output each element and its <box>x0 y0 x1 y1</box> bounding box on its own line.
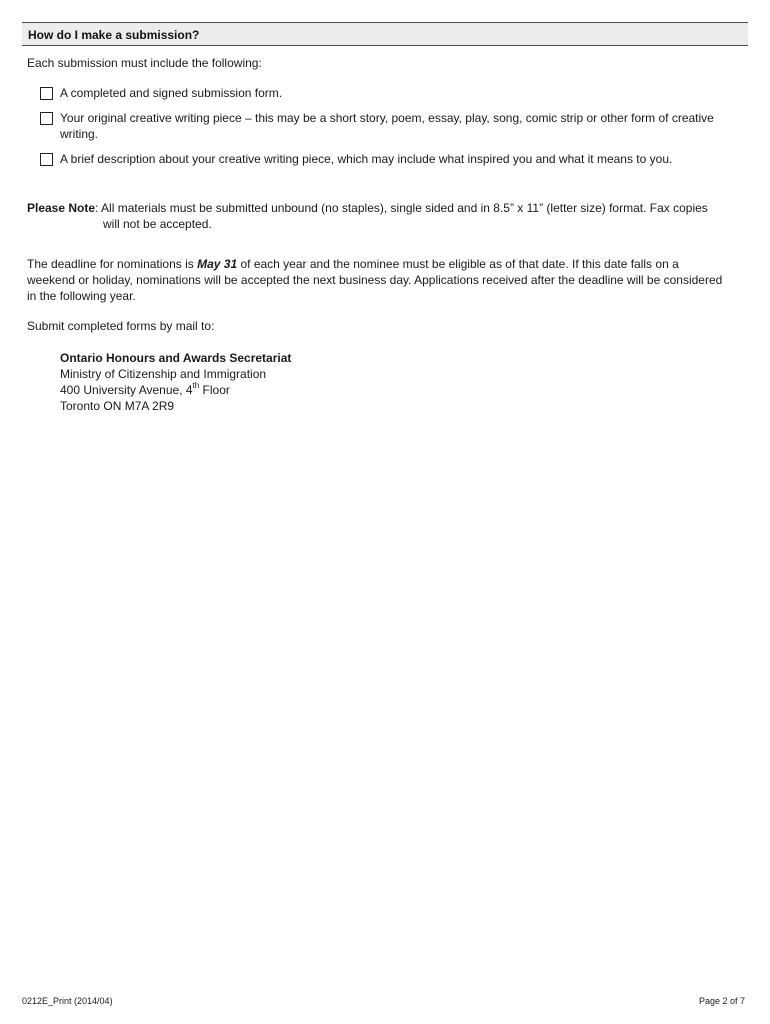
checkbox-submission-form[interactable] <box>40 87 53 100</box>
form-code: 0212E_Print (2014/04) <box>22 996 113 1006</box>
section-title: How do I make a submission? <box>28 28 200 42</box>
address-street-pre: 400 University Avenue, 4 <box>60 383 193 397</box>
address-ministry: Ministry of Citizenship and Immigration <box>60 367 267 381</box>
mailing-address <box>60 350 291 414</box>
deadline-suffix: of each year and the nominee must be eligible as of that date. If this date falls on a weekend or holiday, nominations will be accepted the next business day. Applications received after the deadline will be considered in the following year. <box>27 257 723 303</box>
deadline-date: May 31 <box>197 257 238 271</box>
section-header <box>22 22 748 46</box>
checklist-item-label: Your original creative writing piece – this may be a short story, poem, essay, play, song, comic strip or other form of creative writing. <box>60 111 714 141</box>
deadline-paragraph <box>27 256 727 304</box>
note-text-line2: will not be accepted. <box>103 217 212 231</box>
page-number: Page 2 of 7 <box>698 996 745 1006</box>
checkbox-description[interactable] <box>40 153 53 166</box>
deadline-prefix: The deadline for nominations is <box>27 257 198 271</box>
checklist-item-label: A brief description about your creative writing piece, which may include what inspired you and what it means to you. <box>60 152 673 166</box>
note-text-line1: : All materials must be submitted unbound (no staples), single sided and in 8.5” x 11” (letter size) format. Fax copies <box>95 201 708 215</box>
checklist-item-label: A completed and signed submission form. <box>60 86 283 100</box>
please-note <box>27 200 747 232</box>
note-label: Please Note <box>27 201 96 215</box>
address-street-sup: th <box>192 381 200 390</box>
address-street-post: Floor <box>199 383 230 397</box>
submit-instruction: Submit completed forms by mail to: <box>27 319 215 333</box>
checkbox-writing-piece[interactable] <box>40 112 53 125</box>
address-street <box>60 382 291 398</box>
intro-text: Each submission must include the following: <box>27 56 262 70</box>
address-organization: Ontario Honours and Awards Secretariat <box>60 351 292 365</box>
address-city: Toronto ON M7A 2R9 <box>60 399 175 413</box>
